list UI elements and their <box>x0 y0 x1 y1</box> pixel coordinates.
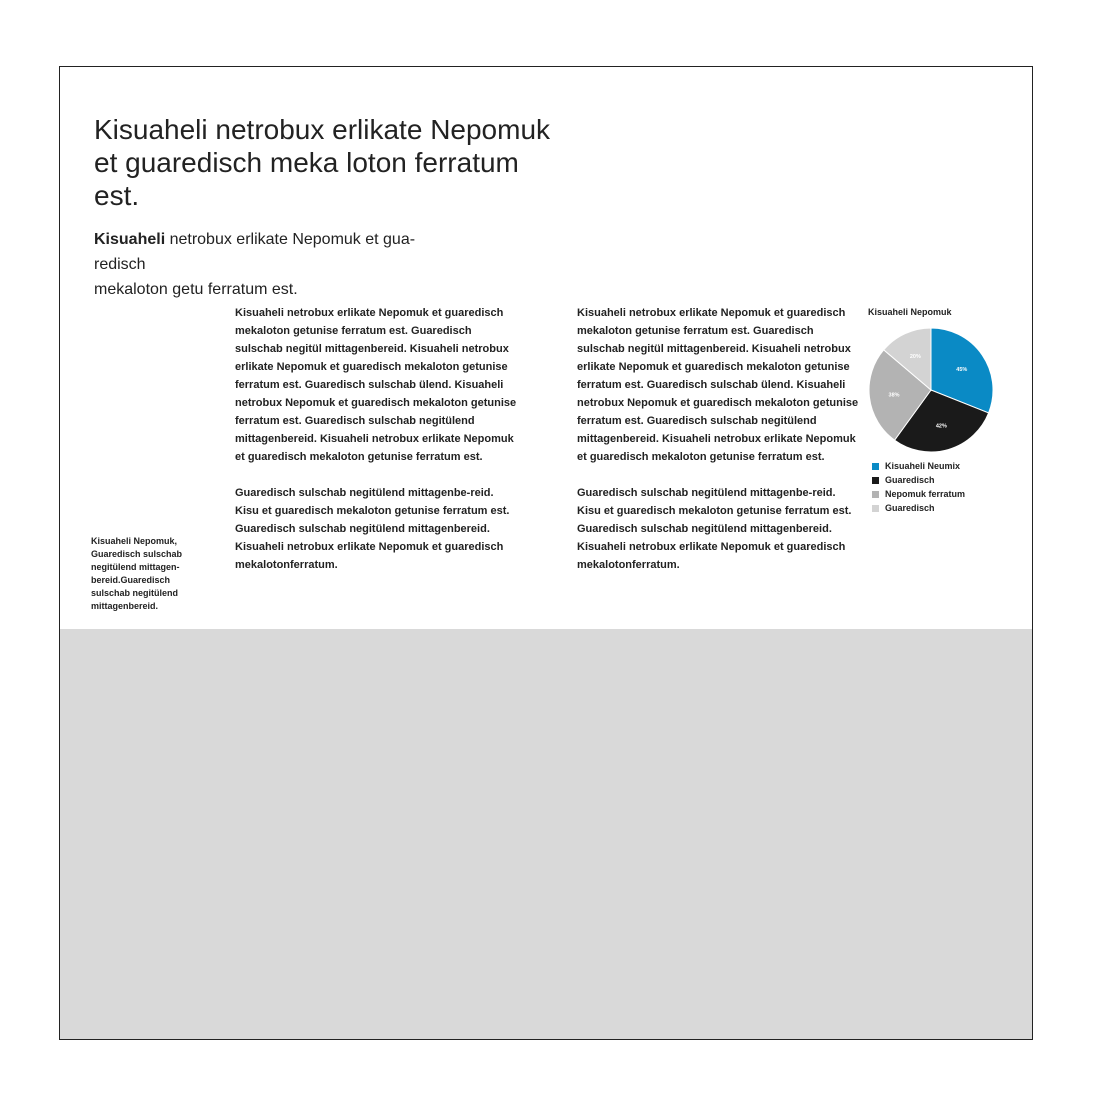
pie-slice-label-2: 42% <box>935 423 947 430</box>
side-note <box>91 535 211 613</box>
column-1-paragraph-2: Guaredisch sulschab negitülend mittagenbe-reid. Kisu et guaredisch mekaloton getunise ferratum est. Guaredisch sulschab negitülend mittagenbereid. Kisuaheli netrobux erlikate Nepomuk et guaredisch mekalotonferratum. <box>235 487 510 571</box>
text-column-1 <box>235 304 520 574</box>
column-2-paragraph-1: Kisuaheli netrobux erlikate Nepomuk et guaredisch mekaloton getunise ferratum est. Guaredisch sulschab negitül mittagenbereid. Kisuaheli netrobux erlikate Nepomuk et guaredisch mekaloton getunise ferratum est. Guaredisch sulschab ülend. Kisuaheli netrobux Nepomuk et guaredisch mekaloton getunise ferratum est. Guaredisch sulschab negitülend mittagenbereid. Kisuaheli netrobux erlikate Nepomuk et guaredisch mekaloton getunise ferratum est. <box>577 307 859 463</box>
legend-item-2 <box>872 473 965 487</box>
legend-label: Guaredisch <box>885 475 935 485</box>
legend-label: Guaredisch <box>885 503 935 513</box>
pie-slice-label-1: 45% <box>956 367 968 374</box>
side-note-body: Guaredisch sulschab negitülend mittagen-bereid.Guaredisch sulschab negitülend mittagenbereid. <box>91 549 183 611</box>
side-note-title: Kisuaheli Nepomuk, <box>91 536 178 546</box>
lead-line-3: mekaloton getu ferratum est. <box>94 281 298 298</box>
column-1-paragraph-1: Kisuaheli netrobux erlikate Nepomuk et guaredisch mekaloton getunise ferratum est. Guaredisch sulschab negitül mittagenbereid. Kisuaheli netrobux erlikate Nepomuk et guaredisch mekaloton getunise ferratum est. Guaredisch sulschab ülend. Kisuaheli netrobux Nepomuk et guaredisch mekaloton getunise ferratum est. Guaredisch sulschab negitülend mittagenbereid. Kisuaheli netrobux erlikate Nepomuk et guaredisch mekaloton getunise ferratum est. <box>235 307 517 463</box>
legend-swatch <box>872 491 879 498</box>
text-column-2 <box>577 304 862 574</box>
lead-paragraph <box>94 227 494 302</box>
pie-slice-label-4: 20% <box>909 354 921 361</box>
legend-item-4 <box>872 501 965 515</box>
chart-title: Kisuaheli Nepomuk <box>868 307 952 317</box>
lead-bold: Kisuaheli <box>94 231 166 248</box>
lead-line-2: redisch <box>94 256 146 273</box>
chart-legend <box>872 459 965 515</box>
legend-swatch <box>872 463 879 470</box>
legend-swatch <box>872 477 879 484</box>
legend-item-1 <box>872 459 965 473</box>
lead-line-1-rest: netrobux erlikate Nepomuk et gua- <box>165 231 416 248</box>
pie-chart <box>868 305 1028 513</box>
legend-label: Kisuaheli Neumix <box>885 461 961 471</box>
column-2-paragraph-2: Guaredisch sulschab negitülend mittagenbe-reid. Kisu et guaredisch mekaloton getunise ferratum est. Guaredisch sulschab negitülend mittagenbereid. Kisuaheli netrobux erlikate Nepomuk et guaredisch mekalotonferratum. <box>577 487 852 571</box>
legend-item-3 <box>872 487 965 501</box>
pie-slice-label-3: 38% <box>888 392 900 399</box>
legend-swatch <box>872 505 879 512</box>
lower-gray-panel <box>60 629 1032 1040</box>
page-frame <box>59 66 1033 1040</box>
pie-chart-graphic <box>866 325 996 455</box>
legend-label: Nepomuk ferratum <box>885 489 966 499</box>
headline: Kisuaheli netrobux erlikate Nepomuk et guaredisch meka loton ferratum est. <box>94 114 551 211</box>
lead-line-1 <box>94 227 494 252</box>
